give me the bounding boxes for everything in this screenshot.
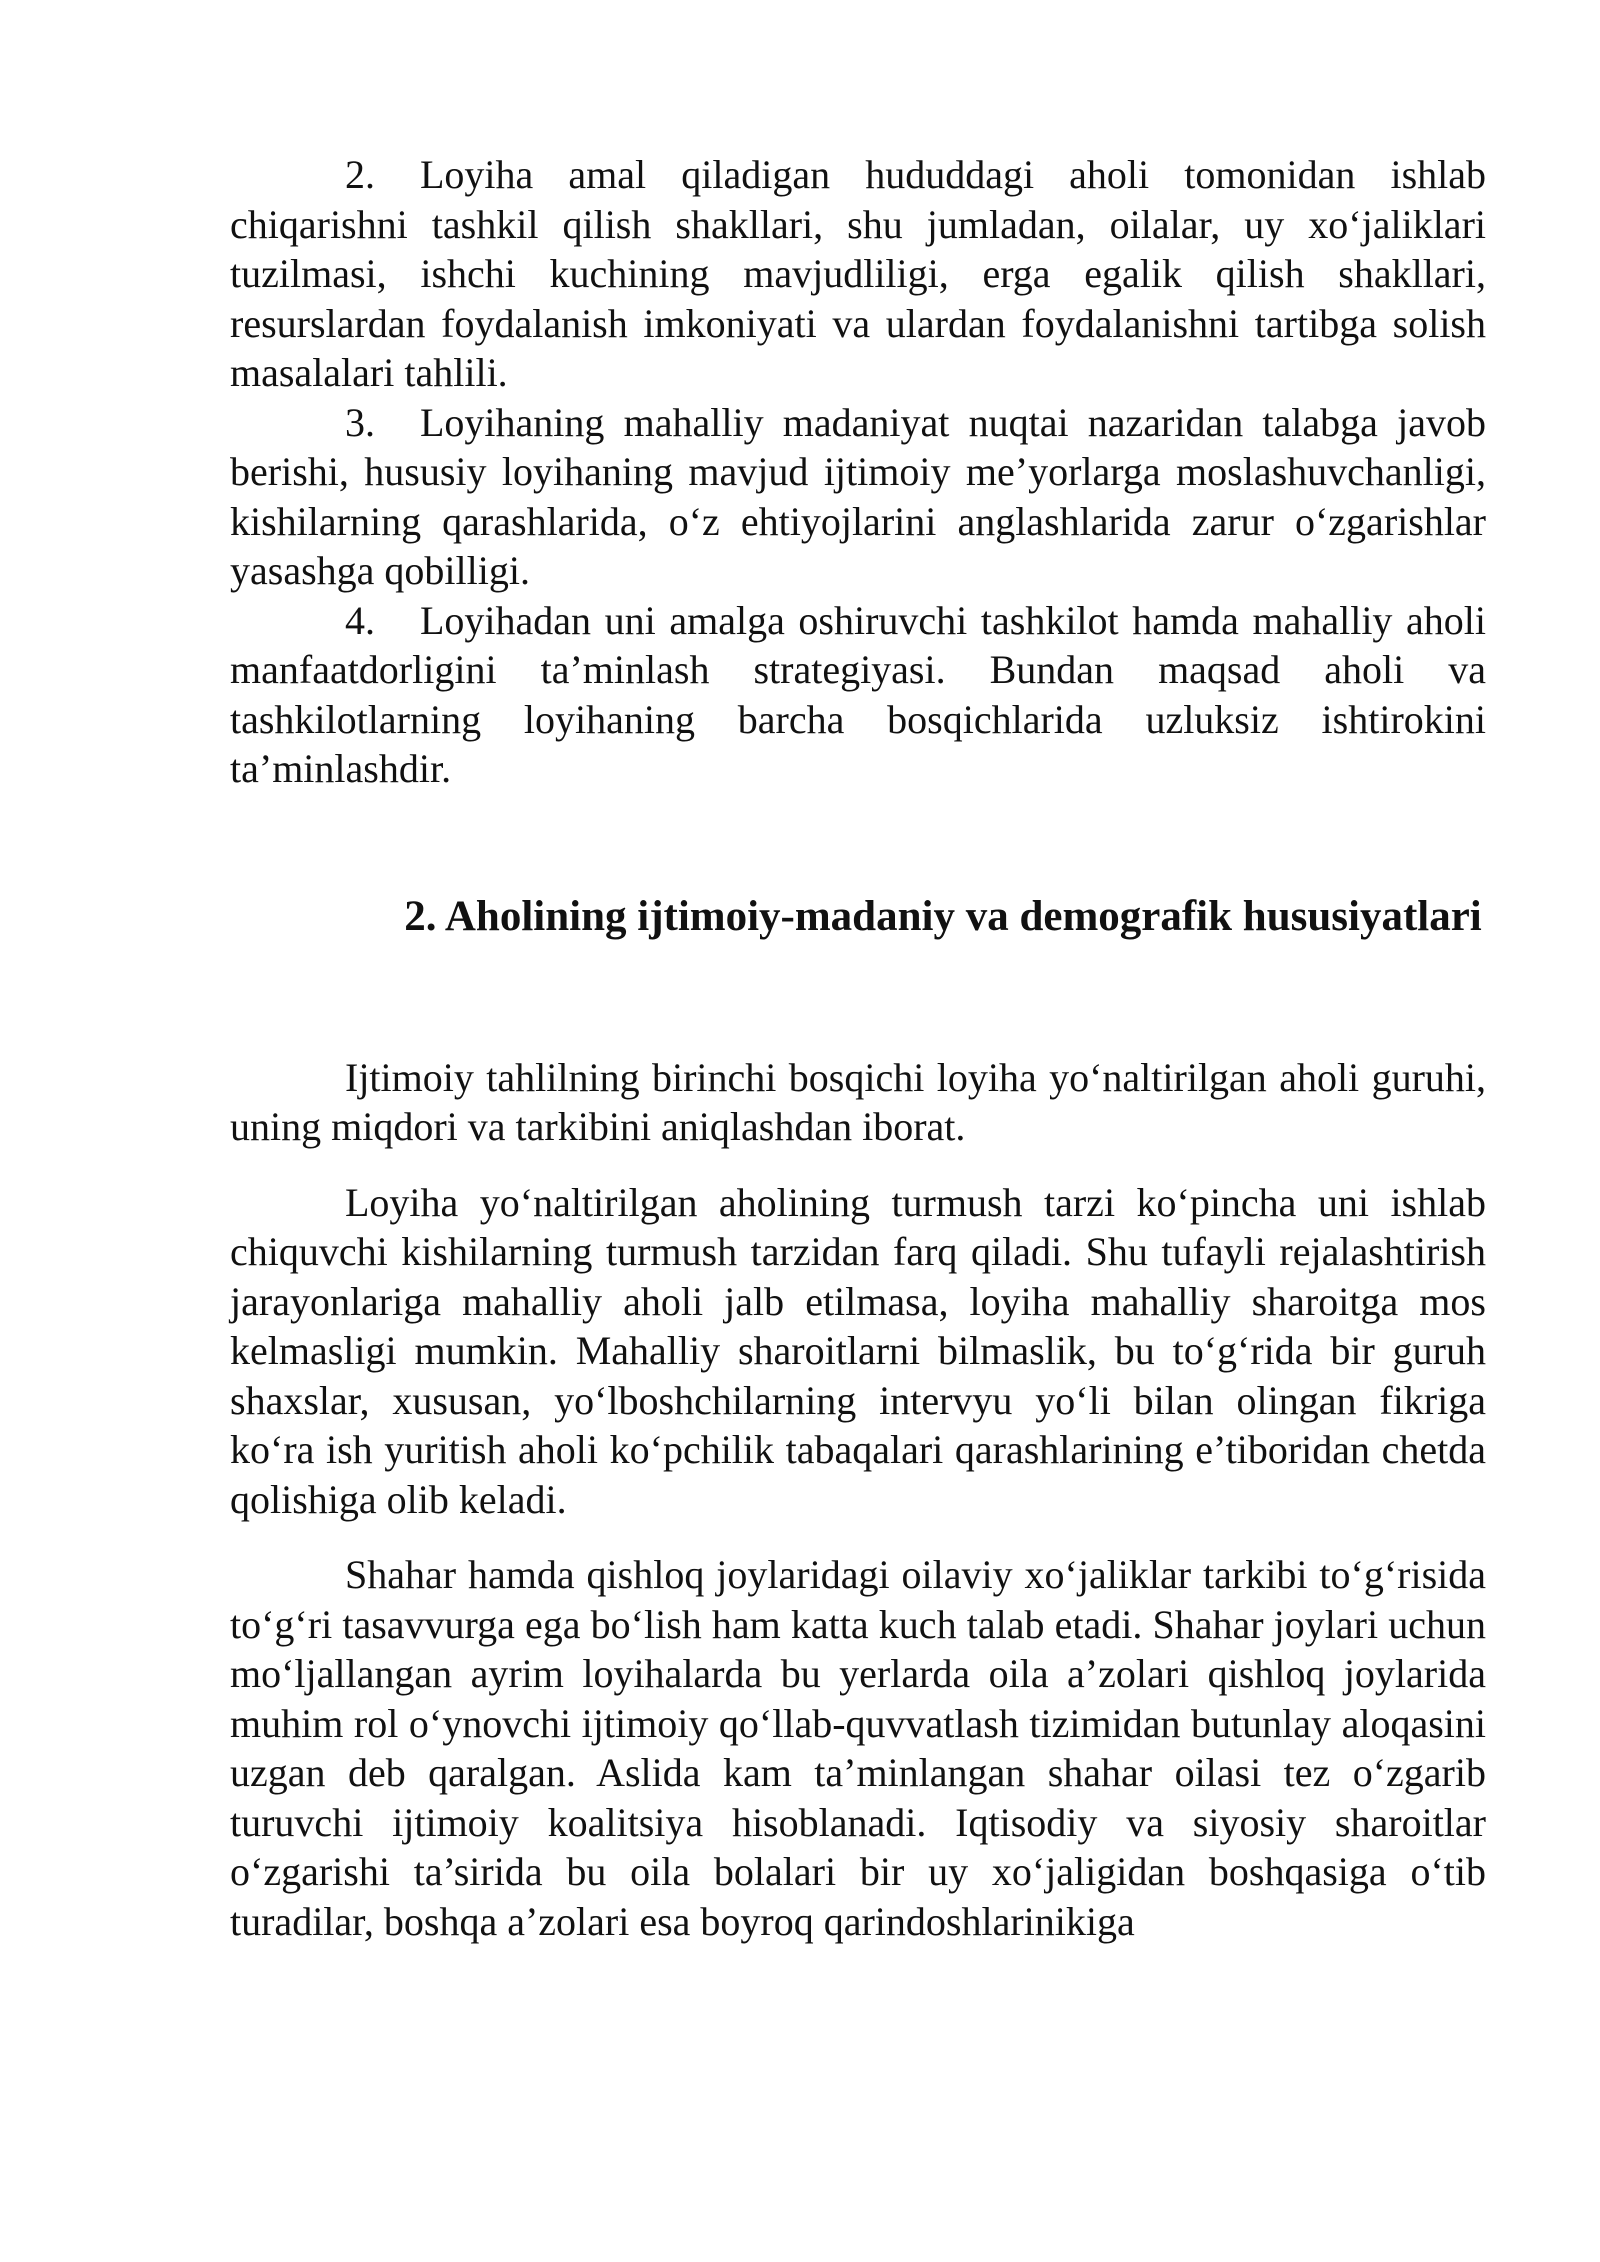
document-page xyxy=(230,150,1486,1946)
section-heading: 2. Aholining ijtimoiy-madaniy va demografik hususiyatlari xyxy=(404,892,1482,940)
numbered-list xyxy=(230,150,1486,794)
body-paragraph: Shahar hamda qishloq joylaridagi oilaviy xo‘jaliklar tarkibi to‘g‘risida to‘g‘ri tasavvurga ega bo‘lish ham katta kuch talab etadi. Shahar joylari uchun mo‘ljallangan ayrim loyihalarda bu yerlarda oila a’zolari qishloq joylarida muhim rol o‘ynovchi ijtimoiy qo‘llab-quvvatlash tizimidan butunlay aloqasini uzgan deb qaralgan. Aslida kam ta’minlangan shahar oilasi tez o‘zgarib turuvchi ijtimoiy koalitsiya hisoblanadi. Iqtisodiy va siyosiy sharoitlar o‘zgarishi ta’sirida bu oila bolalari bir uy xo‘jaligidan boshqasiga o‘tib turadilar, boshqa a’zolari esa boyroq qarindoshlarinikiga xyxy=(230,1552,1486,1944)
list-item xyxy=(230,398,1486,596)
list-item xyxy=(230,150,1486,398)
list-item-text: Loyiha amal qiladigan hududdagi aholi tomonidan ishlab chiqarishni tashkil qilish shakllari, shu jumladan, oilalar, uy xo‘jaliklari tuzilmasi, ishchi kuchining mavjudliligi, erga egalik qilish shakllari, resurslardan foydalanish imkoniyati va ulardan foydalanishni tartibga solish masalalari tahlili. xyxy=(230,152,1486,395)
list-item-text: Loyihaning mahalliy madaniyat nuqtai nazaridan talabga javob berishi, hususiy loyihaning mavjud ijtimoiy me’yorlarga moslashuvchanligi, kishilarning qarashlarida, o‘z ehtiyojlarini anglashlarida zarur o‘zgarishlar yasashga qobilligi. xyxy=(230,399,1486,593)
list-item-text: Loyihadan uni amalga oshiruvchi tashkilot hamda mahalliy aholi manfaatdorligini ta’minlash strategiyasi. Bundan maqsad aholi va tashkilotlarning loyihaning barcha bosqichlarida uzluksiz ishtirokini ta’minlashdir. xyxy=(230,597,1486,791)
body-paragraph: Ijtimoiy tahlilning birinchi bosqichi loyiha yo‘naltirilgan aholi guruhi, uning miqdori va tarkibini aniqlashdan iborat. xyxy=(230,1054,1486,1149)
list-item-number: 2. xyxy=(345,152,375,197)
list-item-number: 4. xyxy=(345,597,375,643)
list-item-number: 3. xyxy=(345,399,375,445)
list-item xyxy=(230,596,1486,794)
body-paragraph: Loyiha yo‘naltirilgan aholining turmush tarzi ko‘pincha uni ishlab chiquvchi kishilarning turmush tarzidan farq qiladi. Shu tufayli rejalashtirish jarayonlariga mahalliy aholi jalb etilmasa, loyiha mahalliy sharoitga mos kelmasligi mumkin. Mahalliy sharoitlarni bilmaslik, bu to‘g‘rida bir guruh shaxslar, xususan, yo‘lboshchilarning intervyu yo‘li bilan olingan fikriga ko‘ra ish yuritish aholi ko‘pchilik tabaqalari qarashlarining e’tiboridan chetda qolishiga olib keladi. xyxy=(230,1179,1486,1522)
